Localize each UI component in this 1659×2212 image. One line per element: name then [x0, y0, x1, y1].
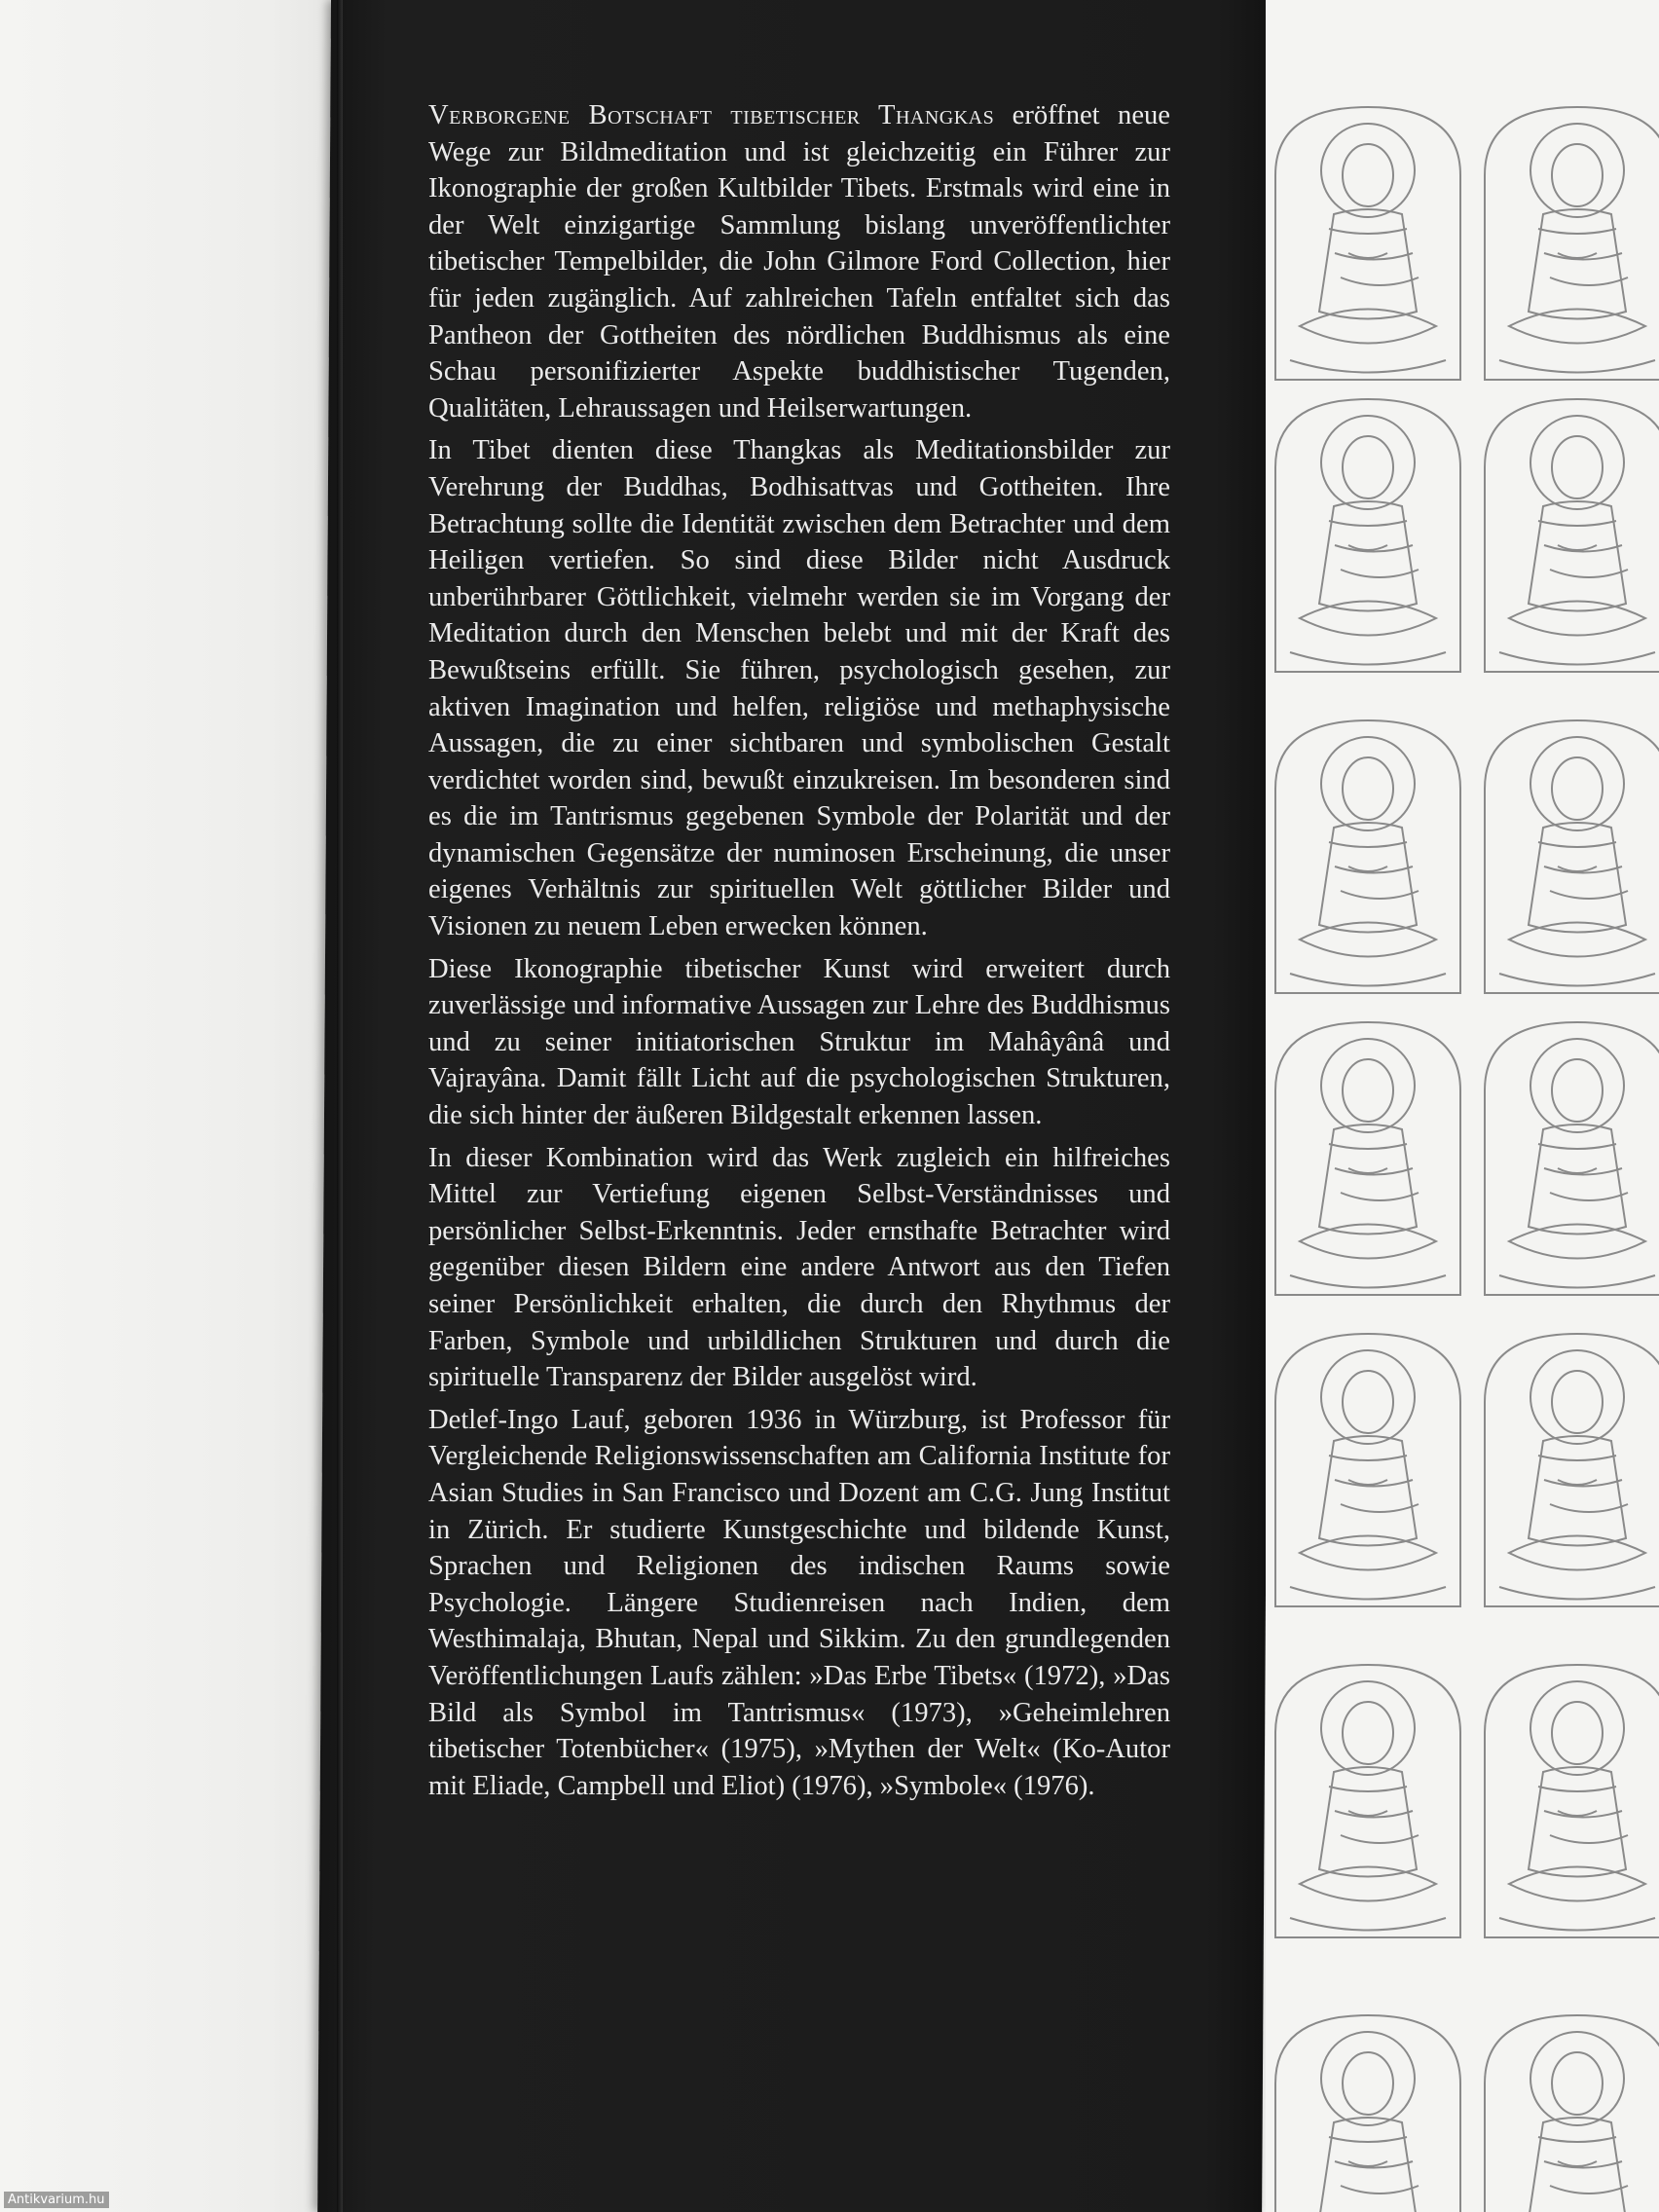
- left-paper-background: [0, 0, 336, 2212]
- seated-figure-drawing: [1275, 399, 1460, 672]
- flap-edge-shadow: [337, 0, 343, 2212]
- seated-figure-drawing: [1275, 2015, 1460, 2212]
- seated-figure-drawing: [1485, 1665, 1659, 1937]
- blurb-text-column: [428, 97, 1170, 1810]
- paragraph-meditation: In Tibet dienten diese Thangkas als Meditationsbilder zur Verehrung der Buddhas, Bodhisattvas und Gottheiten. Ihre Betrachtung sollte die Identität zwischen dem Betrachter und dem Heiligen vertiefen. So sind diese Bilder nicht Ausdruck unberührbarer Göttlichkeit, vielmehr werden sie im Vorgang der Meditation durch den Menschen belebt und mit der Kraft des Bewußtseins erfüllt. Sie führen, psychologisch gesehen, zur aktiven Imagination und helfen, religiöse und methaphysische Aussagen, die zu einer sichtbaren und symbolischen Gestalt verdichtet worden sind, bewußt einzukreisen. Im besonderen sind es die im Tantrismus gegebenen Symbole der Polarität und der dynamischen Gegensätze der numinosen Erscheinung, die unser eigenes Verhältnis zur spirituellen Welt göttlicher Bilder und Visionen zu neuem Leben erwecken können.: [428, 435, 1170, 942]
- seated-figure-drawing: [1485, 107, 1659, 380]
- seated-figure-drawing: [1485, 2015, 1659, 2212]
- seated-figure-drawing: [1275, 1022, 1460, 1295]
- book-title-small-caps: Verborgene Botschaft tibetischer Thangkas: [428, 100, 995, 130]
- paragraph-intro: [428, 97, 1170, 426]
- paragraph-iconography: Diese Ikonographie tibetischer Kunst wird erweitert durch zuverlässige und informative Aussagen zur Lehre des Buddhismus und zu seiner initiatorischen Struktur im Mahâyânâ und Vajrayâna. Damit fällt Licht auf die psychologischen Strukturen, die sich hinter der äußeren Bildgestalt erkennen lassen.: [428, 953, 1170, 1131]
- seated-figure-drawing: [1275, 107, 1460, 380]
- seated-figure-drawing: [1275, 1334, 1460, 1606]
- seated-figure-drawing: [1485, 1022, 1659, 1295]
- paragraph-combination: In dieser Kombination wird das Werk zugleich ein hilfreiches Mittel zur Vertiefung eigenen Selbst-Verständnisses und persönlicher Selbst-Erkenntnis. Jeder ernsthafte Betrachter wird gegenüber diesen Bildern eine andere Antwort aus den Tiefen seiner Persönlichkeit erhalten, die durch den Rhythmus der Farben, Symbole und urbildlichen Strukturen und durch die spirituelle Transparenz der Bilder ausgelöst wird.: [428, 1142, 1170, 1393]
- thangka-figure-pattern: [1266, 0, 1659, 2212]
- paragraph-intro-text: eröffnet neue Wege zur Bildmeditation und ist gleichzeitig ein Führer zur Ikonographie der großen Kultbilder Tibets. Erstmals wird eine in der Welt einzigartige Sammlung bislang unveröffentlichter tibetischer Tempelbilder, die John Gilmore Ford Collection, hier für jeden zugänglich. Auf zahlreichen Tafeln entfaltet sich das Pantheon der Gottheiten des nördlichen Buddhismus als eine Schau personifizierter Aspekte buddhistischer Tugenden, Qualitäten, Lehraussagen und Heilserwartungen.: [428, 100, 1170, 424]
- seated-figure-drawing: [1275, 1665, 1460, 1937]
- seated-figure-drawing: [1485, 1334, 1659, 1606]
- paragraph-author-bio: Detlef-Ingo Lauf, geboren 1936 in Würzburg, ist Professor für Vergleichende Religionswissenschaften am California Institute for Asian Studies in San Francisco und Dozent am C.G. Jung Institut in Zürich. Er studierte Kunstgeschichte und bildende Kunst, Sprachen und Religionen des indischen Raums sowie Psychologie. Längere Studienreisen nach Indien, dem Westhimalaja, Bhutan, Nepal und Sikkim. Zu den grundlegenden Veröffentlichungen Laufs zählen: »Das Erbe Tibets« (1972), »Das Bild als Symbol im Tantrismus« (1973), »Geheimlehren tibetischer Totenbücher« (1975), »Mythen der Welt« (Ko-Autor mit Eliade, Campbell und Eliot) (1976), »Symbole« (1976).: [428, 1404, 1170, 1801]
- seated-figure-drawing: [1485, 399, 1659, 672]
- watermark-label: Antikvarium.hu: [4, 2192, 109, 2208]
- buddha-figures-illustration: [1266, 0, 1659, 2212]
- seated-figure-drawing: [1275, 720, 1460, 993]
- seated-figure-drawing: [1485, 720, 1659, 993]
